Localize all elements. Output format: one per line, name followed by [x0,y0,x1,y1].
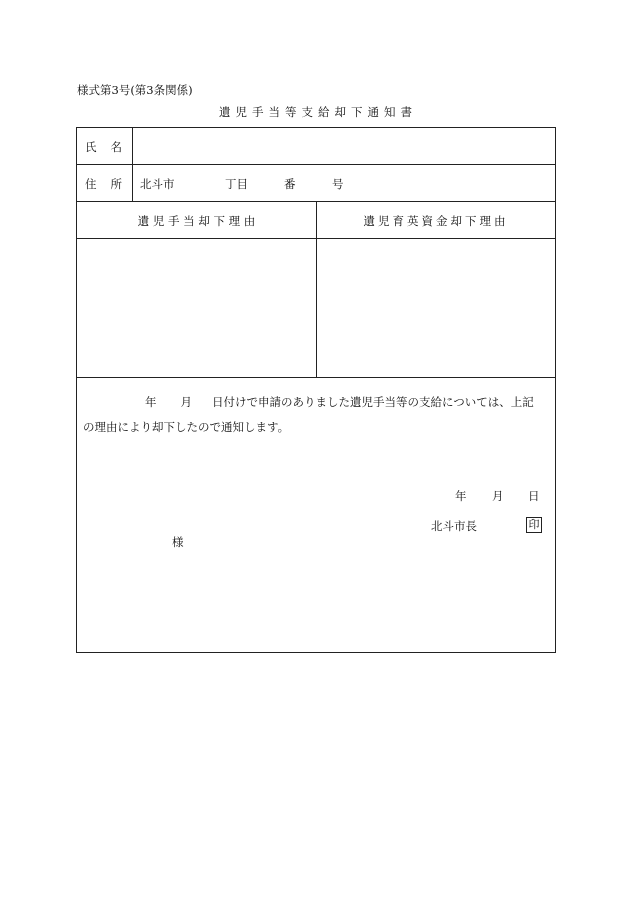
form-table [76,127,556,653]
address-chome: 丁目 [225,177,248,191]
orphan-scholarship-reason-area[interactable] [319,241,553,375]
row-divider [77,377,555,378]
orphan-allowance-reason-area[interactable] [79,241,313,375]
form-number: 様式第3号(第3条関係) [77,83,193,97]
date-year: 年 [455,489,467,503]
notice-line2: の理由により却下したので通知します。 [83,420,290,434]
notice-line1: 日付けで申請のありました遺児手当等の支給については、上記 [212,395,534,409]
name-label: 氏名 [85,140,136,154]
date-month: 月 [492,489,504,503]
seal-stamp: 印 [526,517,542,533]
issuer-title: 北斗市長 [431,519,477,533]
date-day: 日 [528,489,540,503]
notice-text [83,390,551,440]
recipient-suffix: 様 [172,535,184,549]
document-title: 遺児手当等支給却下通知書 [219,105,417,119]
notice-year: 年 [145,395,157,409]
address-label: 住所 [85,177,136,191]
address-ban: 番 [284,177,296,191]
address-go: 号 [332,177,344,191]
name-field[interactable] [139,139,549,155]
notice-month: 月 [180,395,192,409]
orphan-allowance-rejection-header: 遺 児 手 当 却 下 理 由 [137,214,256,228]
address-city: 北斗市 [140,177,175,191]
orphan-scholarship-rejection-header: 遺児育英資金却下理由 [363,214,509,228]
row-divider [77,164,555,165]
